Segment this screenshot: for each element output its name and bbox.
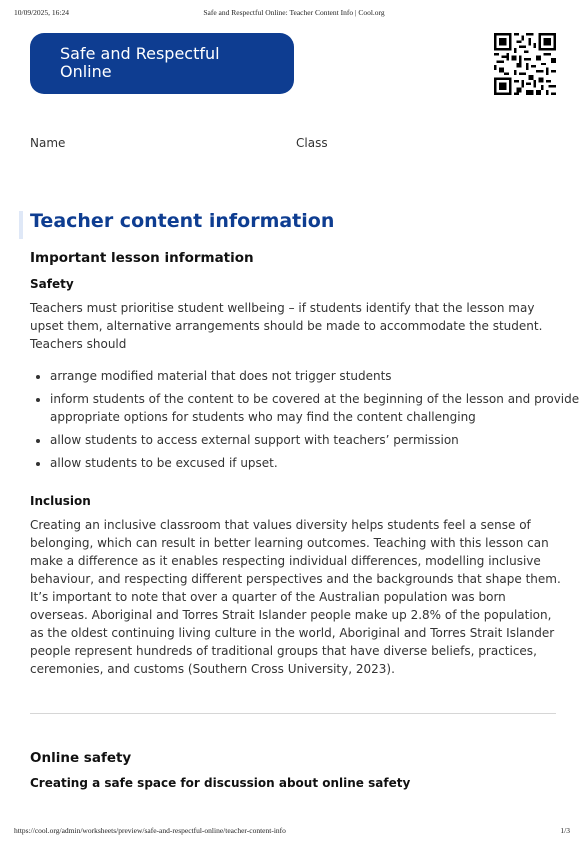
- print-page-title: Safe and Respectful Online: Teacher Content Info | Cool.org: [203, 8, 385, 17]
- online-safety-subheading: Creating a safe space for discussion about online safety: [30, 776, 411, 790]
- banner-title-line1: Safe and Respectful: [60, 44, 220, 63]
- page-number: 1/3: [560, 826, 570, 835]
- class-field-label: Class: [296, 136, 328, 150]
- name-field-label: Name: [30, 136, 66, 150]
- print-header: [0, 8, 588, 22]
- online-safety-heading: Online safety: [30, 750, 132, 766]
- inclusion-heading: Inclusion: [30, 494, 91, 508]
- list-item: • arrange modified material that does not trigger students: [50, 367, 580, 385]
- safety-heading: Safety: [30, 277, 74, 291]
- list-item: • inform students of the content to be covered at the beginning of the lesson and provide appropriate options for students who may find the content challenging: [50, 390, 580, 426]
- list-item: • allow students to be excused if upset.: [50, 454, 580, 472]
- section-divider: [30, 713, 556, 714]
- print-footer: [0, 826, 588, 838]
- safety-bullet-list: [30, 367, 580, 477]
- section-accent-bar: [19, 211, 23, 239]
- list-item: • allow students to access external support with teachers’ permission: [50, 431, 580, 449]
- banner-title-line2: Online: [60, 62, 112, 81]
- print-datetime: 10/09/2025, 16:24: [14, 8, 70, 17]
- print-url: https://cool.org/admin/worksheets/preview/safe-and-respectful-online/teacher-content-info: [14, 826, 286, 835]
- subheading-important-info: Important lesson information: [30, 250, 254, 266]
- title-banner: [30, 33, 294, 94]
- section-heading: Teacher content information: [30, 210, 335, 232]
- safety-intro: Teachers must prioritise student wellbeing – if students identify that the lesson may upset them, alternative arrangements should be made to accommodate the student. Teachers should: [30, 301, 543, 351]
- qr-code-icon: [494, 33, 556, 95]
- inclusion-text: Creating an inclusive classroom that values diversity helps students feel a sense of belonging, which can result in better learning outcomes. Teaching with this lesson can make a difference as it enables respecting individual differences, modelling inclusive behaviour, and respecting different perspectives and the backgrounds that shape them. It’s important to note that over a quarter of the Australian population was born overseas. Aboriginal and Torres Strait Islander people make up 2.8% of the population, as the oldest continuing living culture in the world, Aboriginal and Torres Strait Islander people represent hundreds of traditional groups that have diverse beliefs, practices, ceremonies, and customs (Southern Cross University, 2023).: [30, 518, 561, 676]
